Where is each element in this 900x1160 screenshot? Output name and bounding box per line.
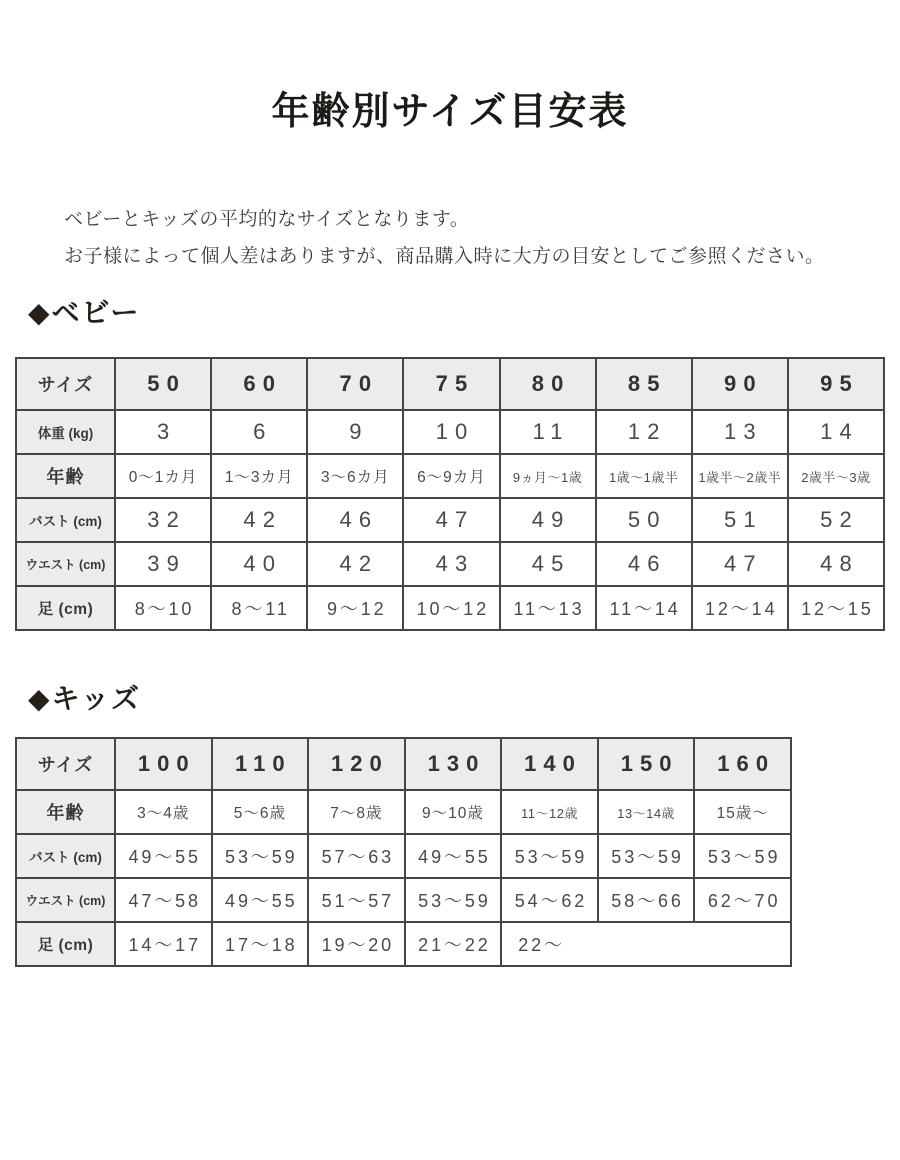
size-value-cell: 11〜12歳 xyxy=(501,790,598,834)
row-label-cell: ウエスト (cm) xyxy=(16,542,115,586)
size-value-cell: 39 xyxy=(115,542,211,586)
section-heading-baby: ◆ベビー xyxy=(28,297,141,328)
row-label-cell: 年齢 xyxy=(16,454,115,498)
size-column-header: 110 xyxy=(212,738,309,790)
size-value-cell: 8〜11 xyxy=(211,586,307,630)
size-value-cell: 14 xyxy=(788,410,884,454)
size-column-header: 85 xyxy=(596,358,692,410)
intro-line-1: ベビーとキッズの平均的なサイズとなります。 xyxy=(64,209,470,230)
size-value-cell: 22〜 xyxy=(501,922,791,966)
size-value-cell: 15歳〜 xyxy=(694,790,791,834)
size-value-cell: 53〜59 xyxy=(501,834,598,878)
size-value-cell: 11 xyxy=(500,410,596,454)
size-value-cell: 40 xyxy=(211,542,307,586)
size-value-cell: 53〜59 xyxy=(598,834,695,878)
size-value-cell: 3〜6カ月 xyxy=(307,454,403,498)
size-value-cell: 58〜66 xyxy=(598,878,695,922)
size-value-cell: 6 xyxy=(211,410,307,454)
size-value-cell: 53〜59 xyxy=(694,834,791,878)
size-value-cell: 2歳半〜3歳 xyxy=(788,454,884,498)
size-value-cell: 9 xyxy=(307,410,403,454)
size-value-cell: 46 xyxy=(596,542,692,586)
size-column-header: 60 xyxy=(211,358,307,410)
size-column-header: 160 xyxy=(694,738,791,790)
size-column-header: 130 xyxy=(405,738,502,790)
kids-size-table xyxy=(15,737,792,967)
size-column-header: 90 xyxy=(692,358,788,410)
row-label-cell: サイズ xyxy=(16,358,115,410)
size-value-cell: 3 xyxy=(115,410,211,454)
size-value-cell: 54〜62 xyxy=(501,878,598,922)
size-column-header: 70 xyxy=(307,358,403,410)
size-column-header: 150 xyxy=(598,738,695,790)
size-value-cell: 42 xyxy=(211,498,307,542)
size-value-cell: 1歳〜1歳半 xyxy=(596,454,692,498)
size-value-cell: 49〜55 xyxy=(405,834,502,878)
size-value-cell: 62〜70 xyxy=(694,878,791,922)
page-title: 年齢別サイズ目安表 xyxy=(271,91,629,133)
table-row xyxy=(16,454,884,498)
size-value-cell: 9〜12 xyxy=(307,586,403,630)
row-label-cell: サイズ xyxy=(16,738,115,790)
table-row xyxy=(16,542,884,586)
size-value-cell: 42 xyxy=(307,542,403,586)
size-header-row xyxy=(16,738,791,790)
row-label-cell: バスト (cm) xyxy=(16,834,115,878)
size-column-header: 80 xyxy=(500,358,596,410)
size-value-cell: 11〜14 xyxy=(596,586,692,630)
size-value-cell: 46 xyxy=(307,498,403,542)
row-label-cell: 年齢 xyxy=(16,790,115,834)
size-value-cell: 43 xyxy=(403,542,499,586)
table-row xyxy=(16,410,884,454)
table-row xyxy=(16,922,791,966)
size-value-cell: 8〜10 xyxy=(115,586,211,630)
size-value-cell: 47 xyxy=(403,498,499,542)
table-row xyxy=(16,498,884,542)
size-value-cell: 11〜13 xyxy=(500,586,596,630)
size-value-cell: 32 xyxy=(115,498,211,542)
size-value-cell: 1歳半〜2歳半 xyxy=(692,454,788,498)
size-value-cell: 49 xyxy=(500,498,596,542)
size-value-cell: 14〜17 xyxy=(115,922,212,966)
size-value-cell: 1〜3カ月 xyxy=(211,454,307,498)
size-value-cell: 51〜57 xyxy=(308,878,405,922)
table-row xyxy=(16,586,884,630)
size-value-cell: 21〜22 xyxy=(405,922,502,966)
size-value-cell: 6〜9カ月 xyxy=(403,454,499,498)
size-value-cell: 5〜6歳 xyxy=(212,790,309,834)
row-label-cell: 足 (cm) xyxy=(16,586,115,630)
size-value-cell: 48 xyxy=(788,542,884,586)
size-column-header: 75 xyxy=(403,358,499,410)
size-value-cell: 12〜14 xyxy=(692,586,788,630)
size-value-cell: 13〜14歳 xyxy=(598,790,695,834)
size-value-cell: 45 xyxy=(500,542,596,586)
size-value-cell: 53〜59 xyxy=(212,834,309,878)
table-row xyxy=(16,878,791,922)
size-column-header: 95 xyxy=(788,358,884,410)
table-row xyxy=(16,790,791,834)
size-value-cell: 13 xyxy=(692,410,788,454)
size-value-cell: 7〜8歳 xyxy=(308,790,405,834)
row-label-cell: ウエスト (cm) xyxy=(16,878,115,922)
intro-line-2: お子様によって個人差はありますが、商品購入時に大方の目安としてご参照ください。 xyxy=(64,246,825,267)
size-value-cell: 12 xyxy=(596,410,692,454)
section-heading-kids: ◆キッズ xyxy=(28,683,141,714)
size-value-cell: 57〜63 xyxy=(308,834,405,878)
size-value-cell: 52 xyxy=(788,498,884,542)
size-value-cell: 0〜1カ月 xyxy=(115,454,211,498)
size-value-cell: 9〜10歳 xyxy=(405,790,502,834)
size-value-cell: 19〜20 xyxy=(308,922,405,966)
table-row xyxy=(16,834,791,878)
size-value-cell: 9ヵ月〜1歳 xyxy=(500,454,596,498)
size-value-cell: 49〜55 xyxy=(115,834,212,878)
size-value-cell: 50 xyxy=(596,498,692,542)
size-value-cell: 12〜15 xyxy=(788,586,884,630)
size-value-cell: 47〜58 xyxy=(115,878,212,922)
row-label-cell: 体重 (kg) xyxy=(16,410,115,454)
row-label-cell: バスト (cm) xyxy=(16,498,115,542)
size-value-cell: 10 xyxy=(403,410,499,454)
row-label-cell: 足 (cm) xyxy=(16,922,115,966)
intro-text xyxy=(64,201,900,275)
size-column-header: 50 xyxy=(115,358,211,410)
size-column-header: 140 xyxy=(501,738,598,790)
size-value-cell: 3〜4歳 xyxy=(115,790,212,834)
size-column-header: 120 xyxy=(308,738,405,790)
size-value-cell: 10〜12 xyxy=(403,586,499,630)
size-column-header: 100 xyxy=(115,738,212,790)
baby-size-table xyxy=(15,357,885,631)
size-value-cell: 51 xyxy=(692,498,788,542)
size-header-row xyxy=(16,358,884,410)
size-value-cell: 49〜55 xyxy=(212,878,309,922)
size-value-cell: 53〜59 xyxy=(405,878,502,922)
size-value-cell: 17〜18 xyxy=(212,922,309,966)
size-value-cell: 47 xyxy=(692,542,788,586)
